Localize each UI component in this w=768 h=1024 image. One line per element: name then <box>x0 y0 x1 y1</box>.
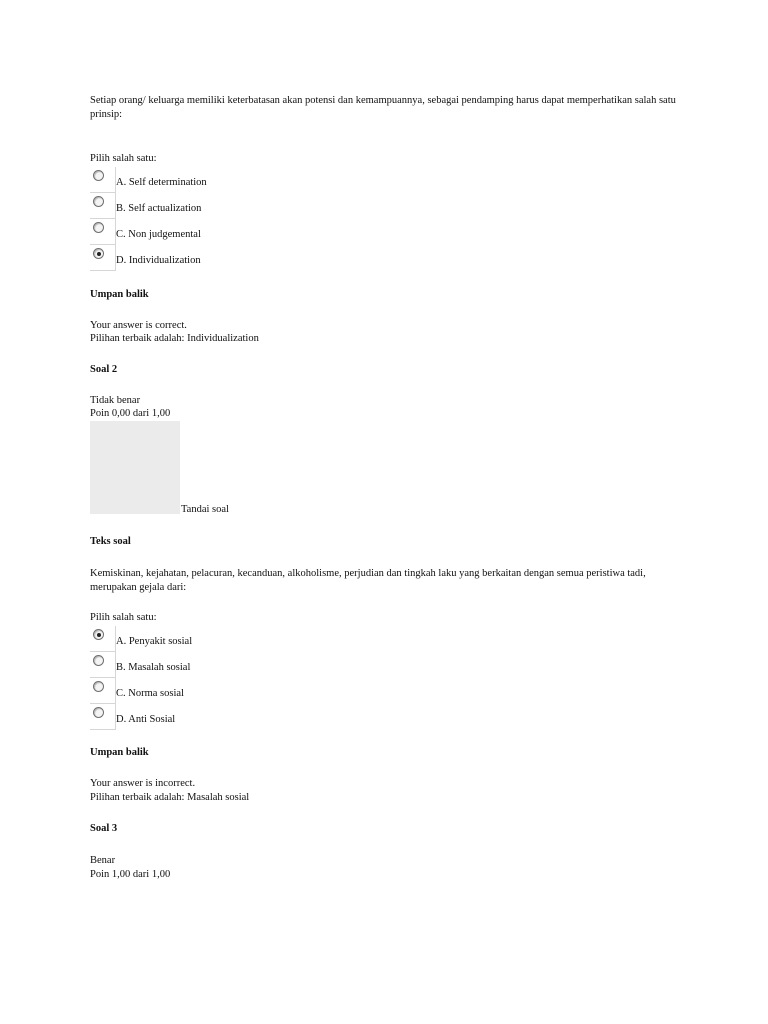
flag-question-link[interactable]: Tandai soal <box>181 504 229 515</box>
flag-image-placeholder <box>90 421 180 514</box>
radio-icon[interactable] <box>93 681 104 692</box>
option-label: A. Penyakit sosial <box>116 636 193 647</box>
radio-icon[interactable] <box>93 196 104 207</box>
question-1-text: Setiap orang/ keluarga memiliki keterbatasan akan potensi dan kemampuannya, sebagai pendamping harus dapat memperhatikan salah satu prinsip: <box>90 95 676 120</box>
radio-icon[interactable] <box>93 170 104 181</box>
question-2-points: Poin 0,00 dari 1,00 <box>90 408 171 419</box>
q1-option-d[interactable] <box>90 245 330 271</box>
radio-icon[interactable] <box>93 222 104 233</box>
question-2-feedback-heading: Umpan balik <box>90 747 149 758</box>
question-3-heading: Soal 3 <box>90 823 118 834</box>
option-label: D. Individualization <box>116 255 201 266</box>
q2-option-c[interactable] <box>90 678 330 704</box>
option-label: B. Masalah sosial <box>116 662 191 673</box>
radio-checked-icon[interactable] <box>93 629 104 640</box>
option-label: D. Anti Sosial <box>116 714 176 725</box>
question-1-feedback-answer: Pilihan terbaik adalah: Individualization <box>90 333 259 344</box>
option-label: C. Non judgemental <box>116 229 201 240</box>
question-3-points: Poin 1,00 dari 1,00 <box>90 869 171 880</box>
q2-option-d[interactable] <box>90 704 330 730</box>
question-2-feedback-answer: Pilihan terbaik adalah: Masalah sosial <box>90 792 250 803</box>
question-2-status: Tidak benar <box>90 395 141 406</box>
radio-icon[interactable] <box>93 707 104 718</box>
question-2-heading: Soal 2 <box>90 364 118 375</box>
question-1-choose-label: Pilih salah satu: <box>90 153 157 164</box>
question-2-text: Kemiskinan, kejahatan, pelacuran, kecanduan, alkoholisme, perjudian dan tingkah laku yang berkaitan dengan semua peristiwa tadi, merupakan gejala dari: <box>90 568 646 593</box>
question-2-choose-label: Pilih salah satu: <box>90 612 157 623</box>
radio-icon[interactable] <box>93 655 104 666</box>
q1-option-b[interactable] <box>90 193 330 219</box>
question-1-feedback-heading: Umpan balik <box>90 289 149 300</box>
q2-option-a[interactable] <box>90 626 330 652</box>
question-2-text-heading: Teks soal <box>90 536 131 547</box>
question-1-feedback-result: Your answer is correct. <box>90 320 187 331</box>
option-label: B. Self actualization <box>116 203 202 214</box>
option-label: A. Self determination <box>116 177 207 188</box>
option-label: C. Norma sosial <box>116 688 184 699</box>
q1-option-c[interactable] <box>90 219 330 245</box>
q1-option-a[interactable] <box>90 167 330 193</box>
question-3-status: Benar <box>90 855 116 866</box>
question-2-feedback-result: Your answer is incorrect. <box>90 778 196 789</box>
q2-option-b[interactable] <box>90 652 330 678</box>
radio-checked-icon[interactable] <box>93 248 104 259</box>
